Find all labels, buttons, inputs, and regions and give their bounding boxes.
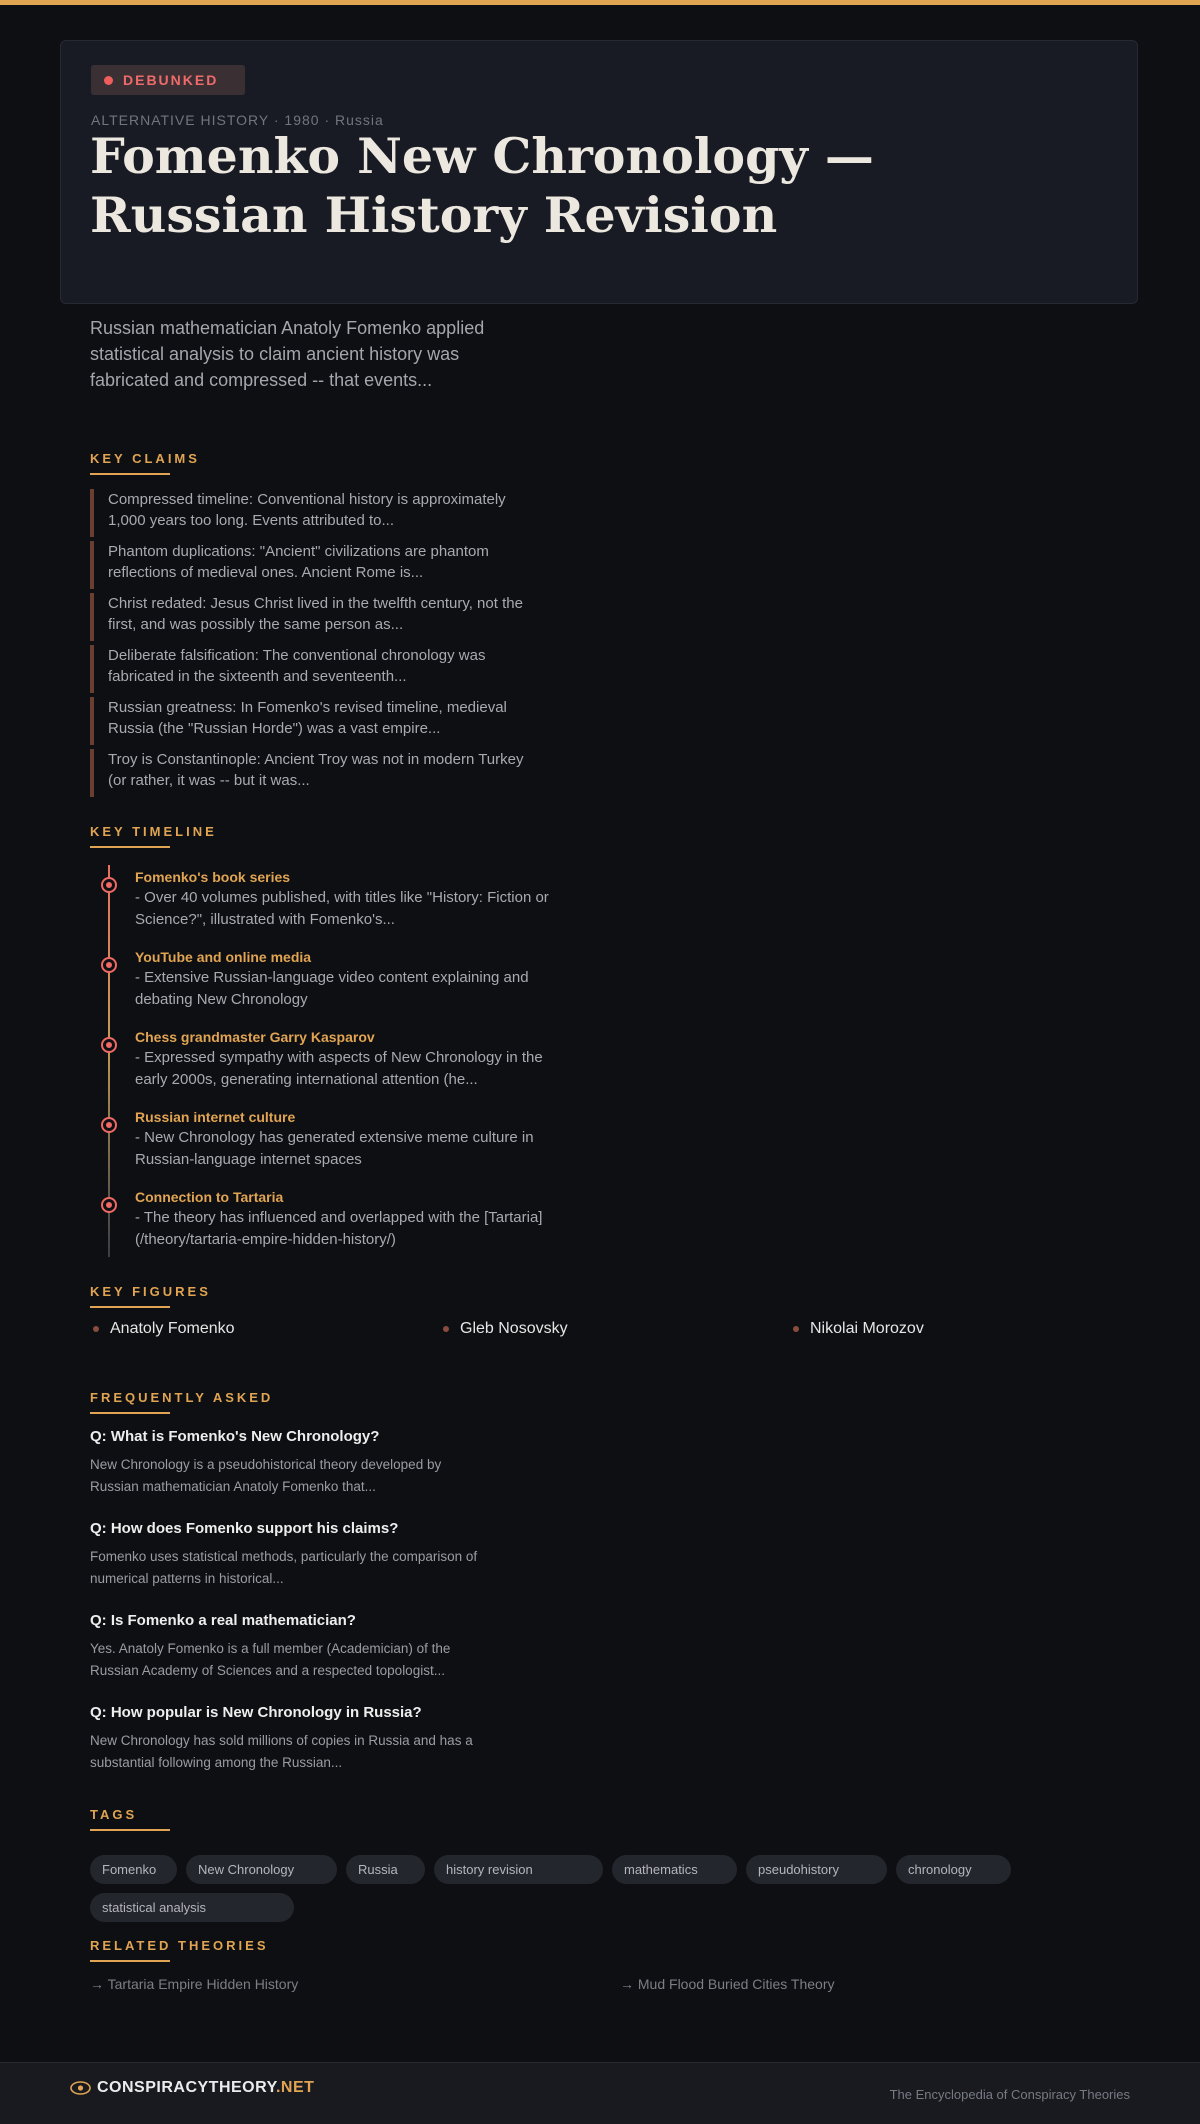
status-badge-label: DEBUNKED: [123, 72, 219, 88]
tags-heading: TAGS: [90, 1807, 138, 1822]
tag-chip[interactable]: pseudohistory: [746, 1855, 887, 1884]
related-heading: RELATED THEORIES: [90, 1938, 269, 1953]
faq-heading: FREQUENTLY ASKED: [90, 1390, 274, 1405]
timeline-node-icon: [101, 957, 117, 973]
related-underline: [90, 1960, 170, 1962]
related-link[interactable]: → Mud Flood Buried Cities Theory: [620, 1976, 835, 1992]
bullet-icon: [793, 1326, 799, 1332]
key-figures-underline: [90, 1306, 170, 1308]
timeline-node-icon: [101, 1117, 117, 1133]
figure-name: Gleb Nosovsky: [460, 1320, 568, 1337]
claim-item: Christ redated: Jesus Christ lived in the twelfth century, not the first, and was possibly the same person as...: [90, 593, 530, 641]
faq-question: Q: How does Fomenko support his claims?: [90, 1520, 399, 1537]
bullet-icon: [443, 1326, 449, 1332]
key-timeline-heading: KEY TIMELINE: [90, 824, 217, 839]
tag-chip[interactable]: Fomenko: [90, 1855, 177, 1884]
faq-question: Q: What is Fomenko's New Chronology?: [90, 1428, 380, 1445]
key-figures-heading: KEY FIGURES: [90, 1284, 211, 1299]
timeline-item: [135, 1107, 565, 1171]
figure-item: [443, 1320, 568, 1338]
key-timeline-underline: [90, 846, 170, 848]
timeline-item-title: Russian internet culture: [135, 1109, 296, 1125]
logo-main: CONSPIRACYTHEORY: [97, 2079, 276, 2096]
claim-item: Compressed timeline: Conventional history is approximately 1,000 years too long. Events attributed to...: [90, 489, 530, 537]
figure-item: [793, 1320, 924, 1338]
timeline-item-title: Connection to Tartaria: [135, 1189, 284, 1205]
tag-chip[interactable]: Russia: [346, 1855, 425, 1884]
related-link[interactable]: → Tartaria Empire Hidden History: [90, 1976, 299, 1992]
faq-question: Q: How popular is New Chronology in Russia?: [90, 1704, 422, 1721]
faq-answer: New Chronology is a pseudohistorical theory developed by Russian mathematician Anatoly Fomenko that...: [90, 1457, 442, 1494]
tag-chip[interactable]: chronology: [896, 1855, 1011, 1884]
timeline-item-title: YouTube and online media: [135, 949, 312, 965]
logo-accent: .NET: [275, 2079, 315, 2096]
timeline-item: [135, 947, 565, 1011]
bullet-icon: [93, 1326, 99, 1332]
key-claims-heading: KEY CLAIMS: [90, 451, 200, 466]
timeline-item: [135, 867, 565, 931]
page-title: Fomenko New Chronology — Russian History Revision: [90, 127, 874, 244]
claim-item: Troy is Constantinople: Ancient Troy was not in modern Turkey (or rather, it was -- but it was...: [90, 749, 530, 797]
timeline-item-desc: - Expressed sympathy with aspects of New Chronology in the early 2000s, generating international attention (he...: [135, 1049, 543, 1088]
key-claims-underline: [90, 473, 170, 475]
timeline-node-icon: [101, 1037, 117, 1053]
figure-item: [93, 1320, 235, 1338]
faq-underline: [90, 1412, 170, 1414]
timeline-item-desc: - New Chronology has generated extensive meme culture in Russian-language internet spaces: [135, 1129, 534, 1168]
timeline-item: [135, 1187, 565, 1251]
faq-question: Q: Is Fomenko a real mathematician?: [90, 1612, 356, 1629]
footer: [0, 2062, 1200, 2124]
timeline-item: [135, 1027, 565, 1091]
timeline-item-desc: - Over 40 volumes published, with titles like "History: Fiction or Science?", illustrated with Fomenko's...: [135, 889, 549, 928]
footer-tagline: The Encyclopedia of Conspiracy Theories: [889, 2087, 1130, 2102]
tag-chip[interactable]: statistical analysis: [90, 1893, 294, 1922]
logo-text: [97, 2079, 314, 2097]
status-dot-icon: [104, 76, 113, 85]
hero-card: [60, 40, 1138, 304]
timeline-item-desc: - Extensive Russian-language video content explaining and debating New Chronology: [135, 969, 529, 1008]
faq-answer: Fomenko uses statistical methods, particularly the comparison of numerical patterns in historical...: [90, 1549, 478, 1586]
top-accent-bar: [0, 0, 1200, 5]
faq-answer: Yes. Anatoly Fomenko is a full member (Academician) of the Russian Academy of Sciences and a respected topologist...: [90, 1641, 451, 1678]
intro-summary: Russian mathematician Anatoly Fomenko applied statistical analysis to claim ancient history was fabricated and compressed -- that events...: [90, 318, 485, 390]
faq-answer: New Chronology has sold millions of copies in Russia and has a substantial following among the Russian...: [90, 1733, 473, 1770]
tag-chip[interactable]: mathematics: [612, 1855, 737, 1884]
timeline-item-desc: - The theory has influenced and overlapped with the [Tartaria](/theory/tartaria-empire-hidden-history/): [135, 1209, 543, 1248]
timeline-node-icon: [101, 1197, 117, 1213]
tag-chip[interactable]: history revision: [434, 1855, 603, 1884]
status-badge: [91, 65, 245, 95]
figure-name: Anatoly Fomenko: [110, 1320, 235, 1337]
site-logo[interactable]: [70, 2079, 314, 2097]
timeline-item-title: Chess grandmaster Garry Kasparov: [135, 1029, 375, 1045]
claim-item: Phantom duplications: "Ancient" civilizations are phantom reflections of medieval ones. Ancient Rome is...: [90, 541, 530, 589]
eye-icon: [70, 2081, 91, 2095]
tags-underline: [90, 1829, 170, 1831]
figure-name: Nikolai Morozov: [810, 1320, 924, 1337]
category-meta: ALTERNATIVE HISTORY · 1980 · Russia: [91, 112, 384, 128]
tag-chip[interactable]: New Chronology: [186, 1855, 337, 1884]
timeline-item-title: Fomenko's book series: [135, 869, 291, 885]
timeline-node-icon: [101, 877, 117, 893]
claim-item: Russian greatness: In Fomenko's revised timeline, medieval Russia (the "Russian Horde") was a vast empire...: [90, 697, 530, 745]
claim-item: Deliberate falsification: The conventional chronology was fabricated in the sixteenth and seventeenth...: [90, 645, 530, 693]
